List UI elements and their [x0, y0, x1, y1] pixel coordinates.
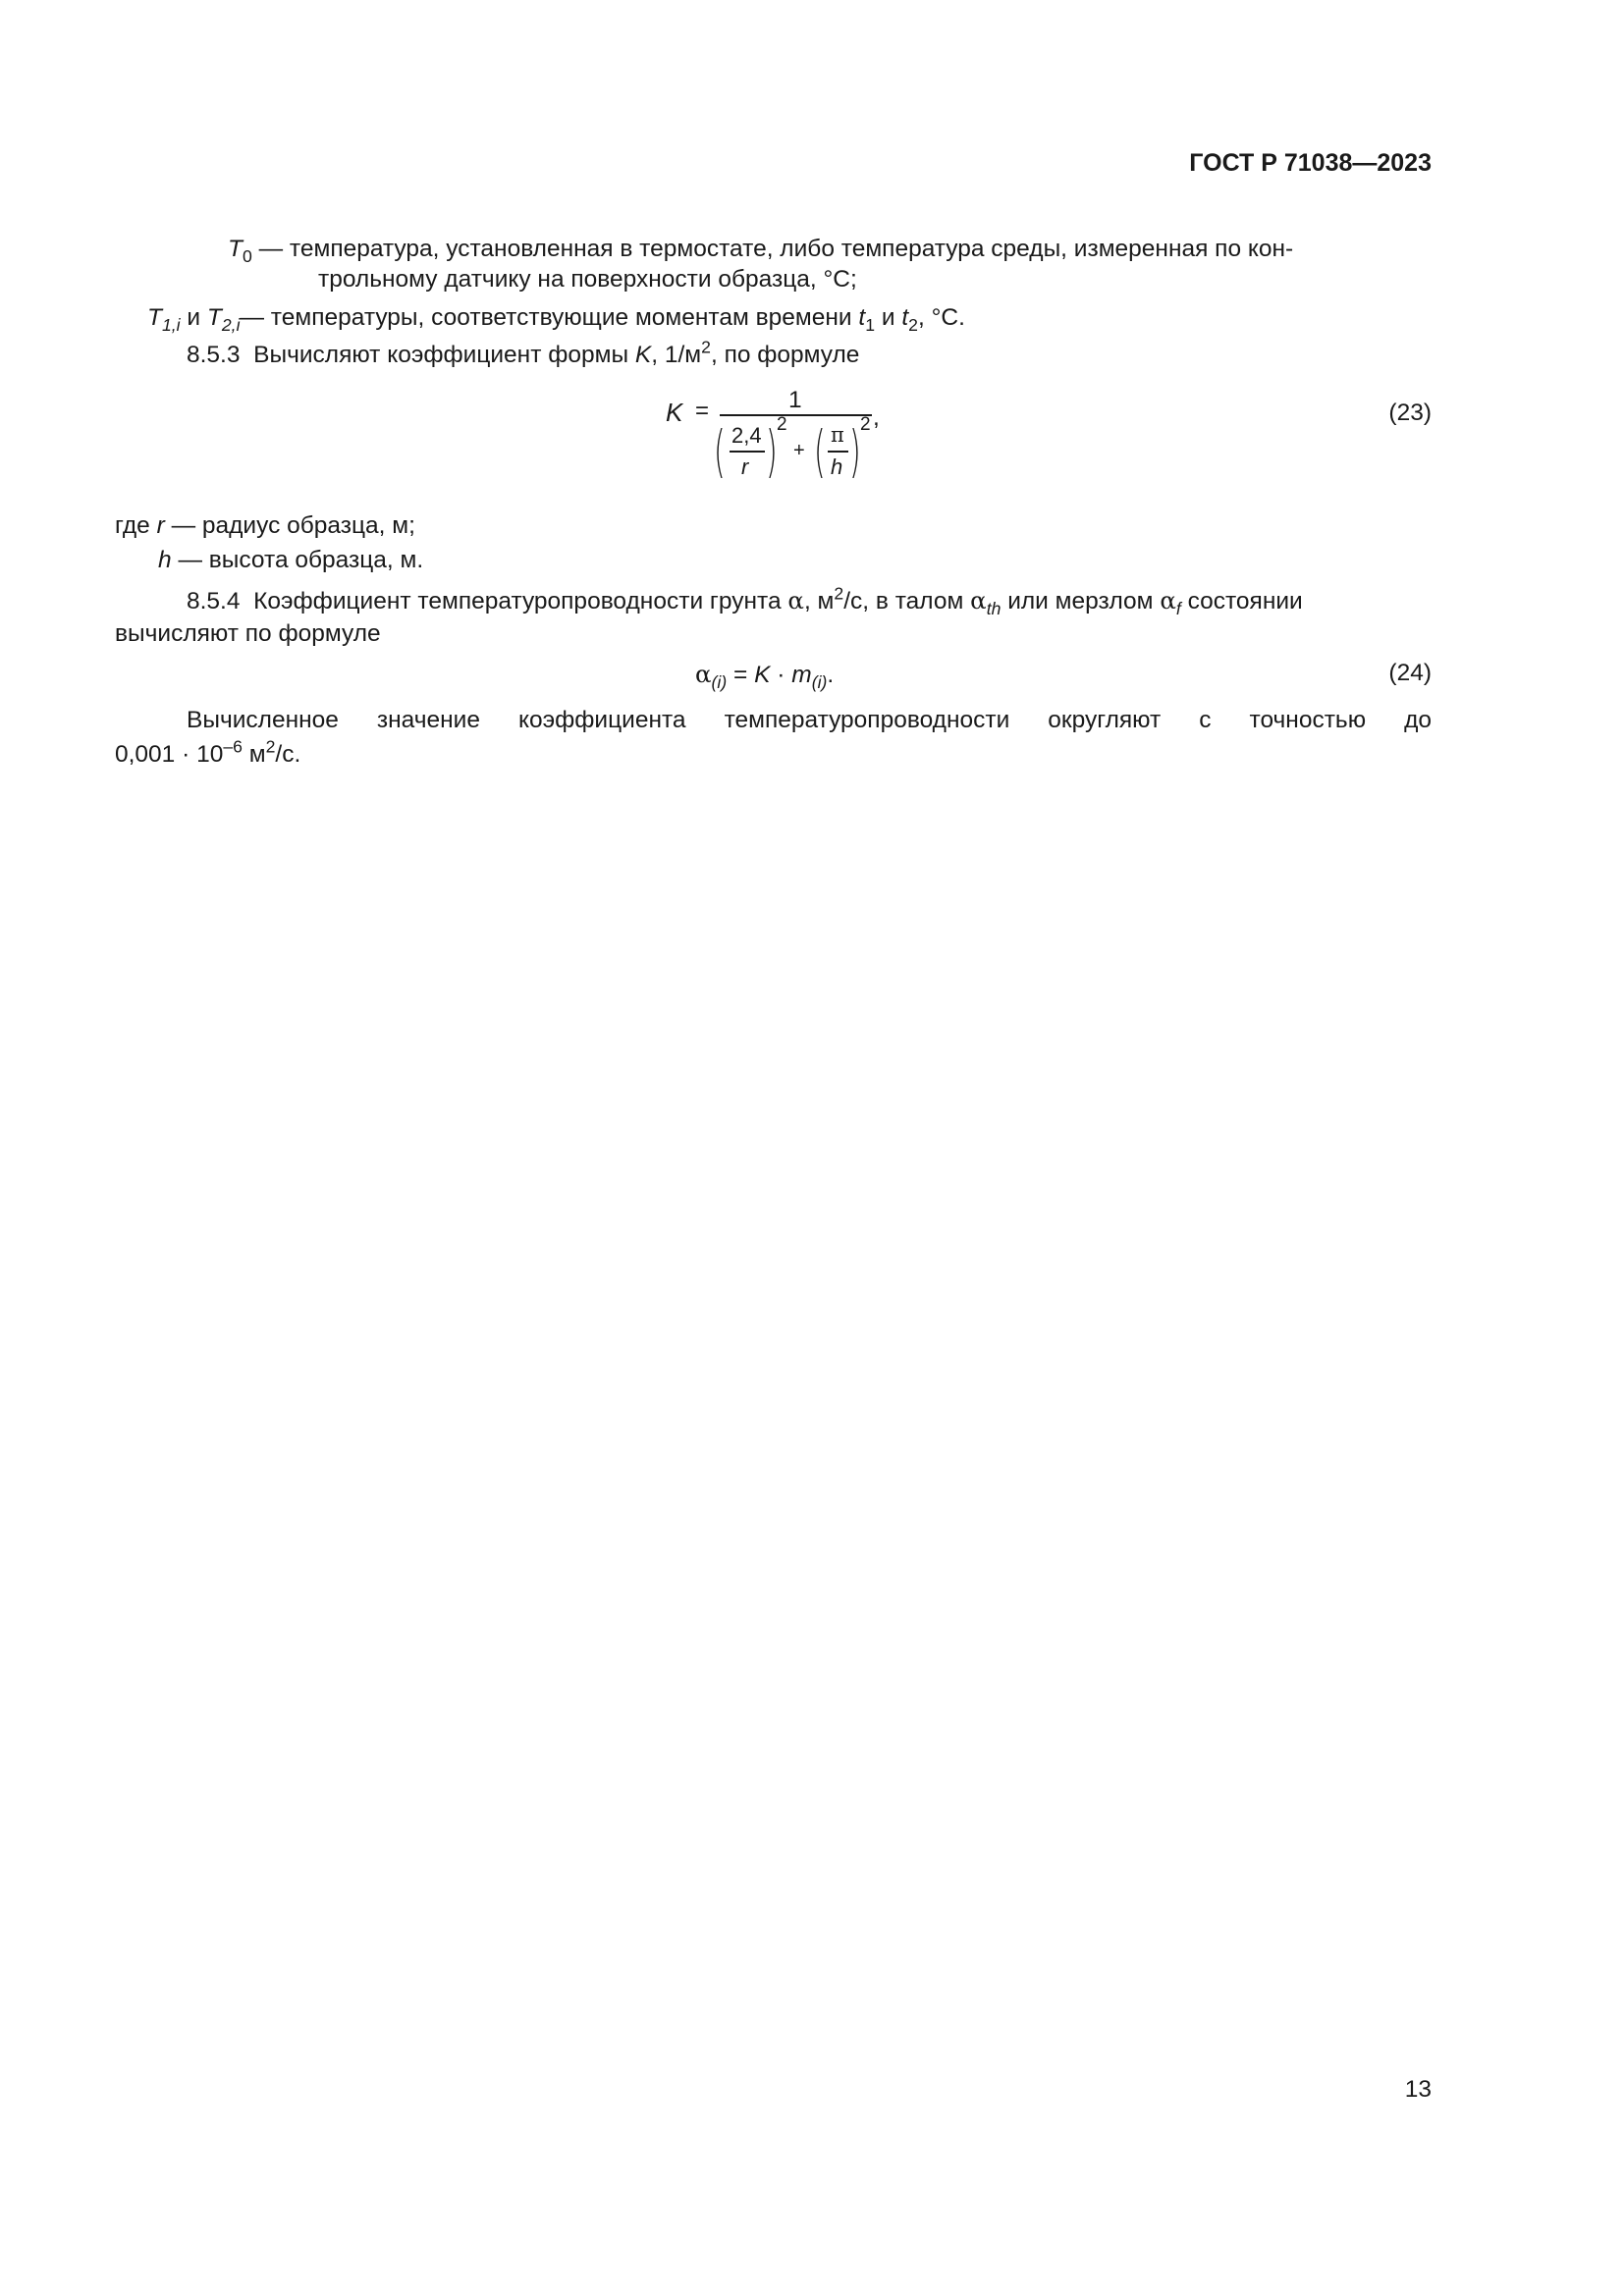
- where-r: [115, 512, 415, 540]
- section-number: 8.5.3: [187, 342, 241, 368]
- t0-symbol: T: [228, 236, 243, 262]
- k-symbol: K: [634, 342, 652, 368]
- unit-superscript: 2: [834, 583, 844, 604]
- section-8-5-3: [187, 337, 860, 369]
- and-word: и: [187, 304, 201, 331]
- section-8-5-4-line1: [187, 583, 1303, 619]
- k-symbol: K: [754, 662, 771, 688]
- final-paragraph-line2: [115, 736, 301, 769]
- final-paragraph-line1: Вычисленное значение коэффициента температуропроводности округляют с точностью до: [187, 707, 1432, 733]
- t1-symbol: T: [147, 304, 162, 331]
- time2-subscript: 2: [908, 315, 918, 336]
- document-code: ГОСТ Р 71038—2023: [1189, 149, 1432, 177]
- unit-text: , 1/м: [651, 342, 702, 368]
- t0-subscript: 0: [242, 246, 252, 267]
- open-paren-1: (: [714, 420, 726, 486]
- state-text: состоянии: [1187, 588, 1303, 614]
- t2-symbol: T: [206, 304, 222, 331]
- r-symbol: r: [156, 512, 165, 539]
- r-text: — радиус образца, м;: [171, 512, 415, 539]
- t1-subscript: 1,i: [161, 315, 181, 336]
- h-symbol: h: [158, 547, 172, 573]
- formula23-exponent1: 2: [777, 414, 787, 435]
- i-subscript-2: (i): [811, 672, 828, 693]
- formula23-equals: =: [695, 398, 710, 424]
- formula24-label: (24): [1388, 660, 1432, 686]
- and-word-2: и: [881, 304, 895, 331]
- h-text: — высота образца, м.: [178, 547, 424, 573]
- formula23-frac2-denominator: h: [831, 454, 843, 479]
- formula23-numerator: 1: [788, 387, 802, 413]
- time2-symbol: t: [901, 304, 909, 331]
- section-text-end: , по формуле: [710, 342, 860, 368]
- time1-subscript: 1: [865, 315, 876, 336]
- t2-subscript: 2,i: [221, 315, 241, 336]
- close-paren-1: ): [766, 420, 778, 486]
- where-h: [158, 547, 423, 574]
- formula23-plus: +: [793, 440, 805, 461]
- section-text: Вычисляют коэффициент формы: [253, 342, 629, 368]
- unit-superscript: 2: [265, 736, 276, 757]
- section-number: 8.5.4: [187, 588, 241, 614]
- formula23-frac1-bar: [730, 451, 765, 453]
- close-paren-2: ): [849, 420, 861, 486]
- formula23-lhs: K: [666, 398, 683, 427]
- f-subscript: f: [1175, 599, 1181, 619]
- formula23-fraction-bar: [720, 414, 872, 416]
- value-text: 0,001 · 10: [115, 741, 224, 768]
- where-prefix: где: [115, 512, 150, 539]
- page-number: 13: [1404, 2076, 1432, 2103]
- formula23-frac1-denominator: r: [741, 454, 749, 479]
- equals-sign: =: [733, 662, 748, 688]
- t0-text: температура, установленная в термостате, либо температура среды, измеренная по кон-: [289, 236, 1294, 262]
- section-text: Коэффициент температуропроводности грунта: [253, 588, 782, 614]
- formula23-exponent2: 2: [860, 414, 871, 435]
- formula23-comma: ,: [873, 404, 880, 431]
- i-subscript: (i): [711, 672, 728, 693]
- m-symbol: m: [791, 662, 812, 688]
- frozen-text: или мерзлом: [1007, 588, 1154, 614]
- alpha-symbol: α: [787, 586, 804, 614]
- t0-definition-line1: [228, 236, 1294, 267]
- multiply-dot: ·: [777, 662, 785, 688]
- t12-unit: , °С.: [917, 304, 965, 331]
- t0-definition-line2: трольному датчику на поверхности образца, °С;: [318, 266, 857, 293]
- t0-dash: —: [258, 236, 284, 262]
- unit-superscript: 2: [701, 337, 711, 357]
- formula23-frac2-numerator: π: [831, 423, 844, 447]
- formula-end-period: .: [827, 662, 835, 688]
- t12-text: — температуры, соответствующие моментам времени: [240, 304, 852, 331]
- section-8-5-4-line2: вычисляют по формуле: [115, 620, 381, 647]
- formula24: [695, 660, 835, 693]
- formula23-frac1-numerator: 2,4: [731, 423, 762, 448]
- alpha-symbol: α: [695, 660, 712, 688]
- time1-symbol: t: [858, 304, 866, 331]
- formula23-label: (23): [1388, 400, 1432, 426]
- unit-text: м: [242, 741, 266, 768]
- open-paren-2: (: [814, 420, 826, 486]
- alpha-f-symbol: α: [1160, 586, 1176, 614]
- thawed-text: /с, в талом: [843, 588, 964, 614]
- th-subscript: th: [986, 599, 1001, 619]
- alpha-th-symbol: α: [970, 586, 987, 614]
- unit-end: /с.: [275, 741, 301, 768]
- exponent: –6: [223, 736, 243, 757]
- t12-definition: [147, 304, 965, 336]
- unit-text: , м: [803, 588, 835, 614]
- formula23-frac2-bar: [828, 451, 848, 453]
